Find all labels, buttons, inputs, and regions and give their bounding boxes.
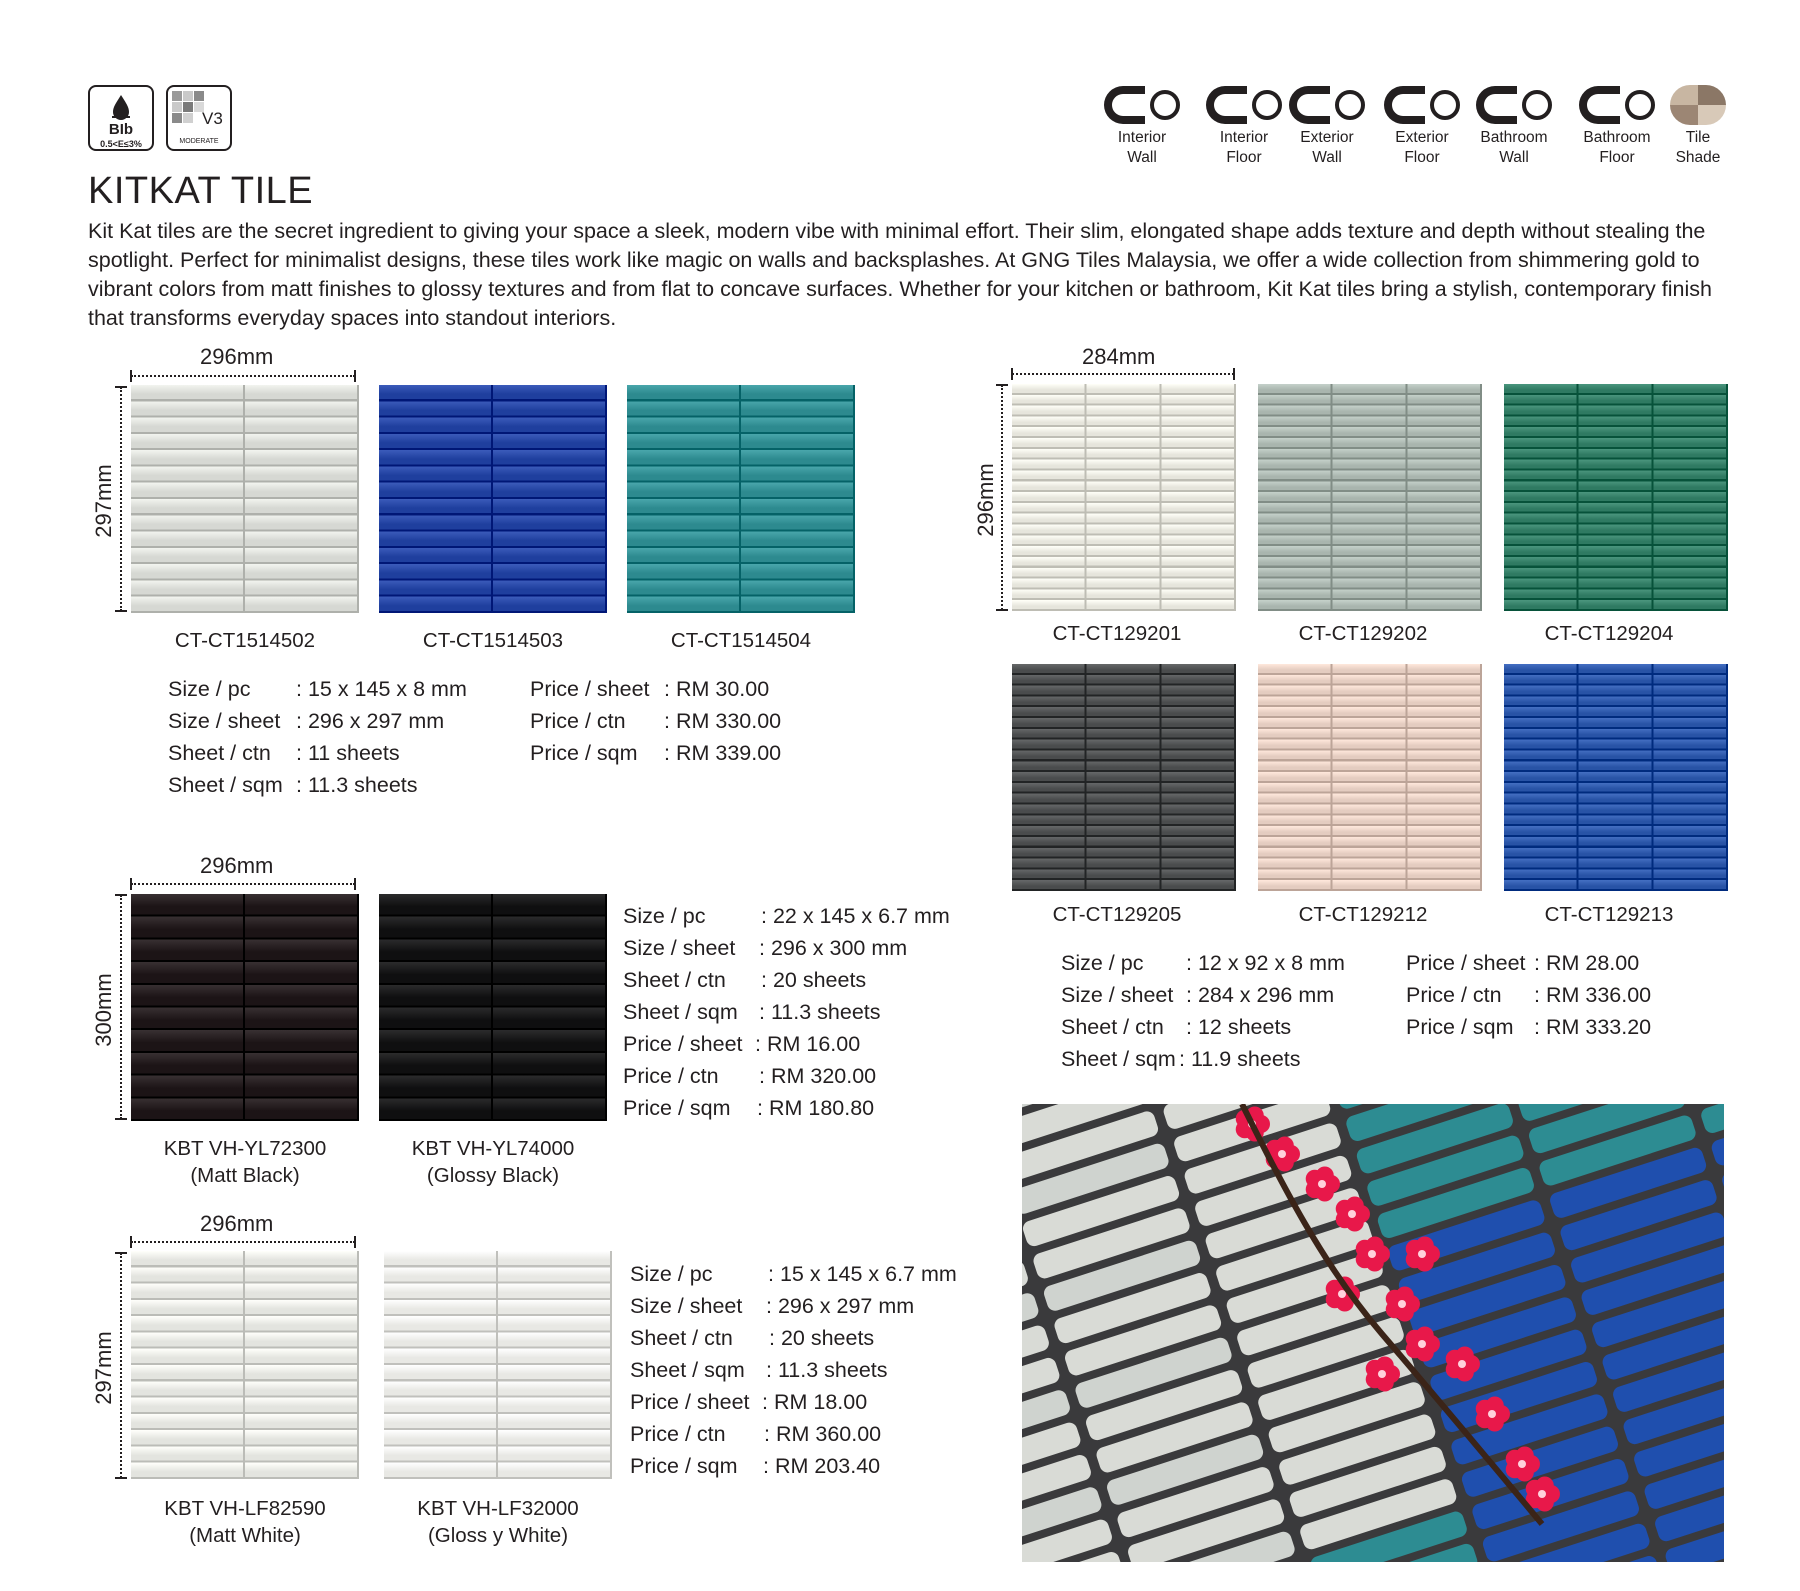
spec-value: : RM 28.00	[1534, 951, 1640, 975]
spec-value: : RM 18.00	[762, 1390, 868, 1414]
usage-line1: Interior	[1117, 129, 1167, 146]
usage-line2: Wall	[1312, 149, 1342, 166]
v3-label: V3	[202, 109, 223, 128]
spec-key: Size / pc	[168, 677, 251, 701]
tile-swatch	[1258, 384, 1482, 611]
spec-key: Sheet / ctn	[1061, 1015, 1164, 1039]
usage-item	[1650, 84, 1746, 168]
blossom-center	[1418, 1250, 1426, 1258]
spec-key: Sheet / ctn	[630, 1326, 733, 1350]
spec-key: Size / pc	[623, 904, 706, 928]
spec-key: Sheet / sqm	[1061, 1047, 1176, 1071]
exterior-wall-icon	[1286, 84, 1368, 126]
width-label: 296mm	[200, 344, 274, 369]
usage-item	[1279, 84, 1375, 168]
usage-line2: Shade	[1675, 149, 1721, 166]
spec-value: : 12 x 92 x 8 mm	[1186, 951, 1345, 975]
spec-value: : 20 sheets	[769, 1326, 875, 1350]
spec-key: Price / ctn	[1406, 983, 1502, 1007]
spec-value: : 296 x 297 mm	[766, 1294, 915, 1318]
usage-line1: Bathroom	[1480, 129, 1548, 146]
width-label: 284mm	[1082, 344, 1156, 369]
specs	[623, 900, 950, 1124]
spec-value: : 11.3 sheets	[759, 1000, 881, 1024]
tile-code: CT-CT1514502	[174, 629, 316, 652]
spec-key: Price / sheet	[530, 677, 650, 701]
tile-swatch	[379, 894, 607, 1121]
description: Kit Kat tiles are the secret ingredient to giving your space a sleek, modern vibe with minimal effort. Their slim, elongated shape adds texture and depth without stealing the spotlight. Perfect for minimalist designs, these tiles work like magic on walls and backsplashes. At GNG Tiles Malaysia, we offer a wide collection from shimmering gold to vibrant colors from matt finishes to glossy textures and from flat to concave surfaces. Whether for your kitchen or bathroom, Kit Kat tiles bring a stylish, contemporary finish that transforms everyday spaces into standout interiors.	[88, 219, 1712, 330]
tile-code	[379, 1135, 607, 1189]
usage-line2: Wall	[1127, 149, 1157, 166]
usage-line1: Tile	[1685, 129, 1711, 146]
slip-rating-badge	[166, 85, 232, 151]
spec-key: Sheet / sqm	[630, 1358, 745, 1382]
spec-value: : RM 339.00	[664, 741, 782, 765]
usage-line2: Floor	[1404, 149, 1440, 166]
tile-code-text: KBT VH-YL74000	[411, 1137, 575, 1160]
tile-shade-icon	[1669, 84, 1727, 126]
spec-key: Size / pc	[1061, 951, 1144, 975]
width-dimension-line	[1012, 373, 1234, 375]
tile-swatch	[1012, 384, 1236, 611]
spec-key: Size / pc	[630, 1262, 713, 1286]
spec-value: : 20 sheets	[761, 968, 867, 992]
usage-item	[1466, 84, 1562, 168]
tile-code: CT-CT129201	[1052, 622, 1182, 645]
usage-item	[1374, 84, 1470, 168]
spec-value: : RM 336.00	[1534, 983, 1652, 1007]
blossom-center	[1458, 1360, 1466, 1368]
tile-name: (Gloss y White)	[427, 1524, 569, 1547]
usage-line2: Wall	[1499, 149, 1529, 166]
spec-value: : RM 330.00	[664, 709, 782, 733]
width-label: 296mm	[200, 1211, 274, 1236]
spec-key: Size / sheet	[168, 709, 281, 733]
tile-swatch	[131, 385, 359, 613]
specs-right	[1406, 947, 1651, 1043]
spec-value: : 11.9 sheets	[1179, 1047, 1301, 1071]
tile-swatch	[1504, 384, 1728, 611]
page-title: KITKAT TILE	[88, 170, 314, 212]
width-dimension-line	[131, 375, 355, 377]
usage-line2: Floor	[1226, 149, 1262, 166]
tile-name: (Matt Black)	[190, 1164, 300, 1187]
tile-code	[131, 1135, 359, 1189]
width-dimension-line	[131, 1241, 355, 1243]
tile-code	[131, 1495, 359, 1549]
tile-name: (Matt White)	[189, 1524, 301, 1547]
v3-sub: MODERATE	[179, 138, 219, 145]
interior-wall-icon	[1101, 84, 1183, 126]
height-dimension-line	[120, 387, 122, 611]
height-label: 296mm	[973, 463, 998, 537]
tile-code: CT-CT129213	[1544, 903, 1674, 926]
spec-value: : RM 203.40	[763, 1454, 881, 1478]
blossom-center	[1538, 1490, 1546, 1498]
width-dimension-line	[131, 883, 355, 885]
water-drop-icon	[90, 93, 152, 123]
spec-key: Price / sheet	[1406, 951, 1526, 975]
spec-key: Size / sheet	[623, 936, 736, 960]
tile-swatch	[1012, 664, 1236, 891]
tile-code: CT-CT129212	[1298, 903, 1428, 926]
spec-key: Price / ctn	[630, 1422, 726, 1446]
tile-code: CT-CT1514503	[422, 629, 564, 652]
spec-value: : 11.3 sheets	[766, 1358, 888, 1382]
tile-code	[384, 1495, 612, 1549]
exterior-floor-icon	[1381, 84, 1463, 126]
tile-code: CT-CT129202	[1298, 622, 1428, 645]
tile-code: CT-CT129205	[1052, 903, 1182, 926]
blossom-center	[1398, 1300, 1406, 1308]
tile-code: CT-CT129204	[1544, 622, 1674, 645]
usage-item	[1094, 84, 1190, 168]
blossom-center	[1368, 1250, 1376, 1258]
spec-key: Size / sheet	[1061, 983, 1174, 1007]
spec-value: : 15 x 145 x 6.7 mm	[768, 1262, 957, 1286]
tile-swatch	[131, 1251, 359, 1479]
spec-value: : RM 333.20	[1534, 1015, 1652, 1039]
spec-key: Sheet / sqm	[168, 773, 283, 797]
tile-swatch	[379, 385, 607, 613]
tile-swatch	[384, 1251, 612, 1479]
height-label: 297mm	[91, 464, 116, 538]
tile-swatch	[1504, 664, 1728, 891]
spec-key: Sheet / ctn	[623, 968, 726, 992]
spec-value: : 15 x 145 x 8 mm	[296, 677, 467, 701]
spec-value: : 296 x 297 mm	[296, 709, 445, 733]
tile-swatch	[131, 894, 359, 1121]
specs-left	[168, 673, 467, 801]
interior-floor-icon	[1203, 84, 1285, 126]
spec-value: : 296 x 300 mm	[759, 936, 908, 960]
spec-key: Sheet / ctn	[168, 741, 271, 765]
spec-value: : RM 360.00	[764, 1422, 882, 1446]
spec-key: Price / sheet	[623, 1032, 743, 1056]
spec-value: : 11 sheets	[296, 741, 400, 765]
height-dimension-line	[120, 895, 122, 1119]
tile-swatch	[1258, 664, 1482, 891]
usage-line1: Exterior	[1300, 129, 1354, 146]
blossom-center	[1278, 1150, 1286, 1158]
water-absorption-badge	[88, 85, 154, 151]
tile-code: CT-CT1514504	[670, 629, 812, 652]
spec-value: : RM 180.80	[757, 1096, 875, 1120]
spec-key: Size / sheet	[630, 1294, 743, 1318]
spec-key: Price / ctn	[530, 709, 626, 733]
spec-value: : 22 x 145 x 6.7 mm	[761, 904, 950, 928]
height-label: 300mm	[91, 973, 116, 1047]
blossom-center	[1378, 1370, 1386, 1378]
blossom-center	[1488, 1410, 1496, 1418]
usage-line2: Floor	[1599, 149, 1635, 166]
tile-name: (Glossy Black)	[426, 1164, 560, 1187]
spec-key: Price / sqm	[630, 1454, 738, 1478]
spec-key: Price / sqm	[623, 1096, 731, 1120]
tile-code-text: KBT VH-LF32000	[417, 1497, 579, 1520]
height-dimension-line	[120, 1253, 122, 1478]
spec-value: : 12 sheets	[1186, 1015, 1292, 1039]
specs-left	[1061, 947, 1345, 1075]
width-label: 296mm	[200, 853, 274, 878]
usage-item	[1196, 84, 1292, 168]
blossom-center	[1318, 1180, 1326, 1188]
spec-value: : RM 30.00	[664, 677, 770, 701]
blossom-center	[1338, 1290, 1346, 1298]
spec-key: Price / ctn	[623, 1064, 719, 1088]
bathroom-floor-icon	[1576, 84, 1658, 126]
blossom-center	[1418, 1340, 1426, 1348]
usage-line1: Bathroom	[1583, 129, 1651, 146]
spec-value: : RM 16.00	[755, 1032, 861, 1056]
spec-value: : 11.3 sheets	[296, 773, 418, 797]
blossom-center	[1348, 1210, 1356, 1218]
spec-value: : RM 320.00	[759, 1064, 877, 1088]
spec-key: Price / sqm	[1406, 1015, 1514, 1039]
bathroom-wall-icon	[1473, 84, 1555, 126]
spec-key: Price / sqm	[530, 741, 638, 765]
bib-range: 0.5<E≤3%	[100, 139, 142, 149]
tile-code-text: KBT VH-LF82590	[164, 1497, 326, 1520]
spec-value: : 284 x 296 mm	[1186, 983, 1335, 1007]
specs-right	[530, 673, 781, 769]
tile-code-text: KBT VH-YL72300	[163, 1137, 327, 1160]
tile-swatch	[627, 385, 855, 613]
bib-label: BIb	[108, 121, 134, 138]
spec-key: Price / sheet	[630, 1390, 750, 1414]
height-dimension-line	[1001, 385, 1003, 610]
usage-line1: Exterior	[1395, 129, 1449, 146]
usage-line1: Interior	[1219, 129, 1269, 146]
specs	[630, 1258, 957, 1482]
spec-key: Sheet / sqm	[623, 1000, 738, 1024]
installation-photo	[1022, 1104, 1724, 1562]
height-label: 297mm	[91, 1331, 116, 1405]
blossom-center	[1518, 1460, 1526, 1468]
